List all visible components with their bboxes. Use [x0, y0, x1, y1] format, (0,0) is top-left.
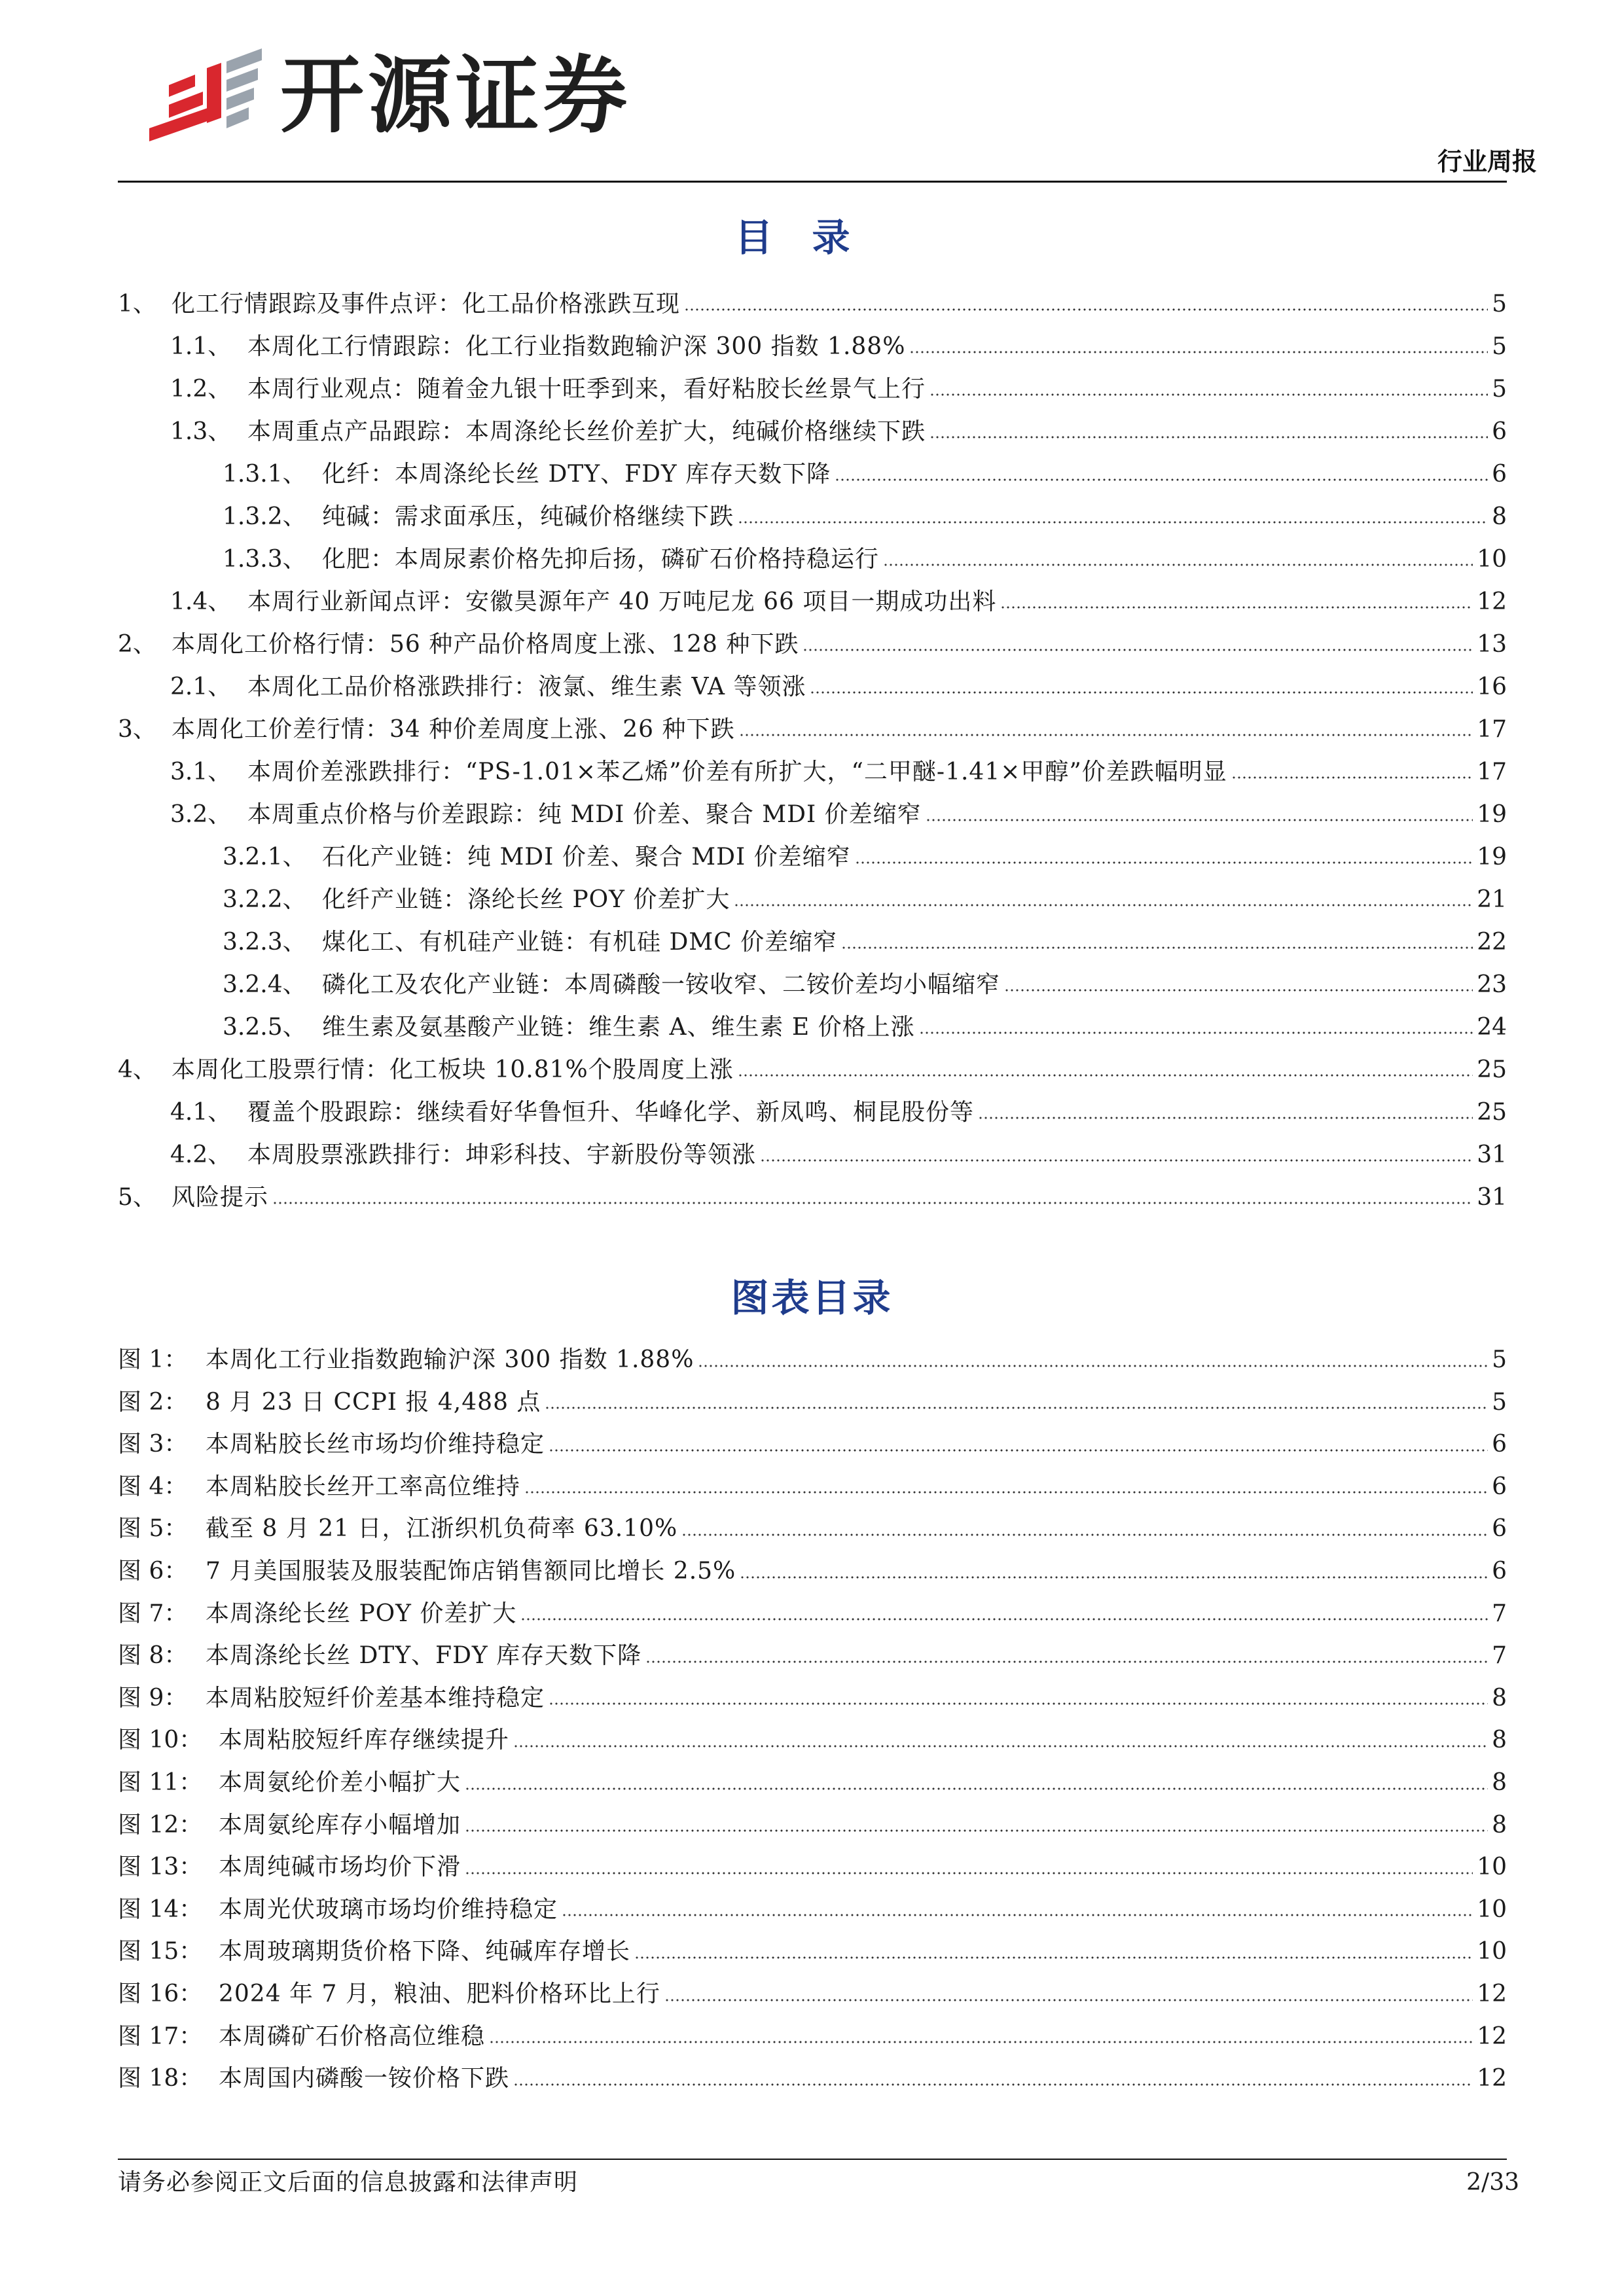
dot-leader: [562, 1912, 1473, 1918]
dot-leader: [545, 1405, 1488, 1410]
figure-entry-title: 本周氨纶价差小幅扩大: [219, 1768, 461, 1796]
dot-leader: [664, 1998, 1473, 2003]
toc-entry-page: 25: [1477, 1099, 1507, 1126]
figure-entry-title: 截至 8 月 21 日，江浙织机负荷率 63.10%: [206, 1515, 678, 1543]
toc-entry[interactable]: [118, 1134, 1507, 1176]
dot-leader: [634, 1955, 1473, 1960]
page-header: [0, 0, 1624, 196]
figure-entry-title: 8 月 23 日 CCPI 报 4,488 点: [206, 1388, 541, 1416]
toc-entry-page: 12: [1477, 588, 1507, 615]
figure-entry[interactable]: [118, 1846, 1507, 1889]
dot-leader: [810, 690, 1473, 695]
figure-entry-title: 本周粘胶长丝开工率高位维持: [206, 1473, 521, 1500]
dot-leader: [909, 350, 1488, 355]
dot-leader: [513, 1744, 1488, 1749]
toc-entry-number: 1.1、: [170, 333, 232, 360]
figure-entry-title: 本周粘胶短纤价差基本维持稳定: [206, 1684, 545, 1712]
toc-entry-page: 24: [1477, 1014, 1507, 1041]
report-type-label: 行业周报: [1437, 147, 1537, 176]
kaiyuan-logo-icon: [149, 45, 264, 149]
toc-entry-page: 23: [1477, 971, 1507, 998]
dot-leader: [929, 435, 1488, 440]
toc-entry[interactable]: [118, 495, 1507, 538]
toc-entry-number: 1.3、: [170, 418, 232, 445]
toc-entry[interactable]: [118, 878, 1507, 921]
figure-entry-title: 本周国内磷酸一铵价格下跌: [219, 2065, 510, 2092]
figure-entry-number: 图 18：: [118, 2065, 203, 2092]
toc-entry-title: 本周化工品价格涨跌排行：液氯、维生素 VA 等领涨: [247, 673, 806, 700]
figure-entry-number: 图 16：: [118, 1980, 203, 2007]
dot-leader: [926, 817, 1473, 823]
figure-entry[interactable]: [118, 1382, 1507, 1424]
toc-entry-page: 13: [1477, 631, 1507, 658]
toc-entry-title: 本周重点价格与价差跟踪：纯 MDI 价差、聚合 MDI 价差缩窄: [247, 801, 922, 828]
page-number: 2/33: [1466, 2169, 1519, 2196]
dot-leader: [978, 1115, 1473, 1121]
toc-entry[interactable]: [118, 538, 1507, 581]
figure-entry-title: 本周光伏玻璃市场均价维持稳定: [219, 1895, 558, 1923]
figure-entry-number: 图 10：: [118, 1727, 203, 1754]
dot-leader: [740, 1575, 1488, 1580]
toc-entry[interactable]: [118, 623, 1507, 666]
figure-entry-page: 12: [1477, 1980, 1507, 2007]
footer-divider: [118, 2159, 1507, 2160]
toc-entry[interactable]: [118, 708, 1507, 751]
figure-entry-number: 图 17：: [118, 2022, 203, 2050]
dot-leader: [855, 860, 1473, 865]
toc-entry-number: 3、: [118, 716, 156, 743]
toc-entry-page: 19: [1477, 801, 1507, 828]
figure-entry-page: 8: [1492, 1684, 1507, 1712]
dot-leader: [684, 307, 1488, 312]
toc-entry[interactable]: [118, 325, 1507, 368]
figure-entry-number: 图 9：: [118, 1684, 188, 1712]
dot-leader: [929, 392, 1488, 397]
toc-entry-number: 5、: [118, 1184, 156, 1211]
toc-entry-title: 本周化工股票行情：化工板块 10.81%个股周度上涨: [171, 1056, 734, 1083]
figure-entry[interactable]: [118, 1466, 1507, 1509]
figure-entry-page: 12: [1477, 2065, 1507, 2092]
toc-entry-title: 覆盖个股跟踪：继续看好华鲁恒升、华峰化学、新凤鸣、桐昆股份等: [247, 1099, 975, 1126]
toc-entry-page: 10: [1477, 546, 1507, 573]
toc-entry-number: 3.2、: [170, 801, 232, 828]
toc-entry-number: 1.3.3、: [223, 546, 306, 573]
toc-entry-title: 风险提示: [171, 1184, 269, 1211]
toc-entry-title: 本周重点产品跟踪：本周涤纶长丝价差扩大，纯碱价格继续下跌: [247, 418, 926, 445]
figure-entry-number: 图 14：: [118, 1895, 203, 1923]
figure-entry[interactable]: [118, 2016, 1507, 2058]
figure-entry[interactable]: [118, 1762, 1507, 1804]
figure-entry-number: 图 15：: [118, 1938, 203, 1965]
figure-entry-page: 10: [1477, 1854, 1507, 1881]
toc-entry[interactable]: [118, 963, 1507, 1006]
toc-list: [118, 283, 1507, 1219]
toc-entry-number: 3.2.1、: [223, 844, 306, 870]
figure-entry-page: 7: [1492, 1600, 1507, 1627]
figure-entry-page: 8: [1492, 1727, 1507, 1754]
toc-entry-title: 磷化工及农化产业链：本周磷酸一铵收窄、二铵价差均小幅缩窄: [322, 971, 1001, 998]
toc-entry-number: 1.4、: [170, 588, 232, 615]
toc-entry-page: 22: [1477, 929, 1507, 956]
toc-entry-title: 本周化工价差行情：34 种价差周度上涨、26 种下跌: [171, 716, 735, 743]
dot-leader: [549, 1448, 1488, 1453]
toc-entry[interactable]: [118, 751, 1507, 793]
toc-entry[interactable]: [118, 1006, 1507, 1049]
figure-entry-number: 图 8：: [118, 1642, 188, 1670]
toc-entry-title: 纯碱：需求面承压，纯碱价格继续下跌: [322, 503, 734, 530]
header-divider: [118, 181, 1507, 183]
dot-leader: [734, 903, 1473, 908]
figure-entry-page: 6: [1492, 1473, 1507, 1500]
footer-disclaimer: 请务必参阅正文后面的信息披露和法律声明: [118, 2169, 579, 2196]
dot-leader: [841, 945, 1473, 950]
toc-entry[interactable]: [118, 1091, 1507, 1134]
figure-entry[interactable]: [118, 1551, 1507, 1593]
toc-entry-number: 3.2.4、: [223, 971, 306, 998]
toc-entry[interactable]: [118, 453, 1507, 495]
figure-entry-title: 本周涤纶长丝 DTY、FDY 库存天数下降: [206, 1642, 642, 1670]
toc-entry[interactable]: [118, 1176, 1507, 1219]
dot-leader: [489, 2039, 1473, 2045]
figure-entry-number: 图 3：: [118, 1431, 188, 1458]
toc-entry-page: 31: [1477, 1184, 1507, 1211]
toc-entry-page: 8: [1492, 503, 1507, 530]
dot-leader: [919, 1030, 1473, 1035]
figure-entry-number: 图 11：: [118, 1768, 203, 1796]
dot-leader: [738, 520, 1488, 525]
figure-entry-title: 7 月美国服装及服装配饰店销售额同比增长 2.5%: [206, 1557, 736, 1585]
dot-leader: [513, 2082, 1473, 2087]
dot-leader: [272, 1200, 1473, 1206]
figure-entry-title: 本周磷矿石价格高位维稳: [219, 2022, 486, 2050]
dot-leader: [1000, 605, 1473, 610]
figure-entry-page: 8: [1492, 1811, 1507, 1839]
figure-entry-page: 10: [1477, 1938, 1507, 1965]
toc-entry-title: 石化产业链：纯 MDI 价差、聚合 MDI 价差缩窄: [322, 844, 851, 870]
toc-entry-title: 维生素及氨基酸产业链：维生素 A、维生素 E 价格上涨: [322, 1014, 915, 1041]
figure-entry-page: 8: [1492, 1768, 1507, 1796]
dot-leader: [465, 1871, 1473, 1876]
dot-leader: [465, 1786, 1488, 1791]
toc-entry-page: 5: [1492, 333, 1507, 360]
toc-entry-number: 2、: [118, 631, 156, 658]
figure-entry-number: 图 4：: [118, 1473, 188, 1500]
figure-entry-page: 12: [1477, 2022, 1507, 2050]
figure-entry-title: 本周涤纶长丝 POY 价差扩大: [206, 1600, 517, 1627]
figure-entry-title: 本周粘胶长丝市场均价维持稳定: [206, 1431, 545, 1458]
figure-entry-number: 图 7：: [118, 1600, 188, 1627]
toc-entry-page: 19: [1477, 844, 1507, 870]
figure-entry-title: 本周玻璃期货价格下降、纯碱库存增长: [219, 1938, 631, 1965]
toc-entry-page: 25: [1477, 1056, 1507, 1083]
dot-leader: [1231, 775, 1473, 780]
dot-leader: [645, 1659, 1488, 1664]
dot-leader: [681, 1532, 1488, 1537]
figure-entry-number: 图 6：: [118, 1557, 188, 1585]
toc-entry-number: 1.2、: [170, 376, 232, 403]
toc-entry-number: 1.3.2、: [223, 503, 306, 530]
figure-entry-page: 10: [1477, 1895, 1507, 1923]
figure-entry-page: 6: [1492, 1557, 1507, 1585]
figure-entry-number: 图 12：: [118, 1811, 203, 1839]
toc-entry-title: 化纤产业链：涤纶长丝 POY 价差扩大: [322, 886, 731, 913]
figure-entry[interactable]: [118, 1339, 1507, 1382]
toc-entry-title: 化肥：本周尿素价格先抑后扬，磷矿石价格持稳运行: [322, 546, 880, 573]
toc-entry[interactable]: [118, 283, 1507, 325]
figure-entry-page: 7: [1492, 1642, 1507, 1670]
toc-entry-page: 21: [1477, 886, 1507, 913]
figure-entry-number: 图 5：: [118, 1515, 188, 1543]
figure-entry[interactable]: [118, 1719, 1507, 1762]
toc-entry-page: 6: [1492, 461, 1507, 488]
figures-list: [118, 1339, 1507, 2100]
figure-entry[interactable]: [118, 1424, 1507, 1466]
figure-entry[interactable]: [118, 1931, 1507, 1973]
toc-entry[interactable]: [118, 368, 1507, 410]
dot-leader: [1004, 988, 1473, 993]
toc-entry-title: 本周股票涨跌排行：坤彩科技、宇新股份等领涨: [247, 1141, 757, 1168]
figure-entry-title: 2024 年 7 月，粮油、肥料价格环比上行: [219, 1980, 660, 2007]
toc-entry-title: 本周行业新闻点评：安徽昊源年产 40 万吨尼龙 66 项目一期成功出料: [247, 588, 997, 615]
dot-leader: [520, 1617, 1488, 1622]
toc-entry-title: 本周行业观点：随着金九银十旺季到来，看好粘胶长丝景气上行: [247, 376, 926, 403]
dot-leader: [760, 1158, 1473, 1163]
toc-entry-page: 17: [1477, 716, 1507, 743]
figure-entry-number: 图 2：: [118, 1388, 188, 1416]
toc-entry-number: 1.3.1、: [223, 461, 306, 488]
toc-entry-number: 4、: [118, 1056, 156, 1083]
toc-entry-number: 4.1、: [170, 1099, 232, 1126]
toc-entry-page: 6: [1492, 418, 1507, 445]
figure-entry[interactable]: [118, 1677, 1507, 1720]
dot-leader: [524, 1490, 1488, 1495]
toc-entry-page: 17: [1477, 759, 1507, 785]
toc-entry-page: 5: [1492, 291, 1507, 317]
toc-entry-title: 本周价差涨跌排行：“PS-1.01×苯乙烯”价差有所扩大，“二甲醚-1.41×甲醇”价差跌幅明显: [247, 759, 1227, 785]
toc-entry-title: 本周化工价格行情：56 种产品价格周度上涨、128 种下跌: [171, 631, 799, 658]
toc-entry[interactable]: [118, 921, 1507, 963]
figure-entry[interactable]: [118, 1508, 1507, 1551]
toc-entry[interactable]: [118, 793, 1507, 836]
dot-leader: [698, 1363, 1488, 1369]
dot-leader: [465, 1828, 1488, 1833]
toc-entry[interactable]: [118, 1049, 1507, 1091]
dot-leader: [883, 562, 1473, 567]
toc-entry-number: 3.2.5、: [223, 1014, 306, 1041]
dot-leader: [549, 1701, 1488, 1706]
figure-entry-title: 本周粘胶短纤库存继续提升: [219, 1727, 510, 1754]
figure-entry-page: 5: [1492, 1346, 1507, 1373]
toc-entry[interactable]: [118, 410, 1507, 453]
figure-entry-number: 图 13：: [118, 1854, 203, 1881]
figure-entry-number: 图 1：: [118, 1346, 188, 1373]
brand-name: 开源证券: [280, 47, 632, 145]
figure-entry[interactable]: [118, 2058, 1507, 2100]
figure-entry-title: 本周氨纶库存小幅增加: [219, 1811, 461, 1839]
toc-entry-title: 化工行情跟踪及事件点评：化工品价格涨跌互现: [171, 291, 681, 317]
dot-leader: [739, 732, 1473, 738]
figure-entry-page: 5: [1492, 1388, 1507, 1416]
figure-entry-page: 6: [1492, 1431, 1507, 1458]
dot-leader: [738, 1073, 1473, 1078]
dot-leader: [835, 477, 1488, 482]
figure-entry-title: 本周化工行业指数跑输沪深 300 指数 1.88%: [206, 1346, 695, 1373]
toc-entry[interactable]: [118, 581, 1507, 623]
toc-entry-page: 16: [1477, 673, 1507, 700]
toc-entry-page: 5: [1492, 376, 1507, 403]
figure-entry[interactable]: [118, 1804, 1507, 1847]
toc-entry-title: 本周化工行情跟踪：化工行业指数跑输沪深 300 指数 1.88%: [247, 333, 906, 360]
toc-title: 目录: [734, 215, 890, 260]
toc-entry-number: 3.1、: [170, 759, 232, 785]
toc-entry-title: 煤化工、有机硅产业链：有机硅 DMC 价差缩窄: [322, 929, 838, 956]
figure-entry[interactable]: [118, 1889, 1507, 1931]
figure-entry-title: 本周纯碱市场均价下滑: [219, 1854, 461, 1881]
toc-entry-number: 3.2.3、: [223, 929, 306, 956]
toc-entry[interactable]: [118, 836, 1507, 878]
figure-entry[interactable]: [118, 1593, 1507, 1636]
toc-entry-number: 2.1、: [170, 673, 232, 700]
figure-entry[interactable]: [118, 1973, 1507, 2016]
figure-entry[interactable]: [118, 1635, 1507, 1677]
figures-title: 图表目录: [731, 1276, 893, 1320]
toc-entry-number: 1、: [118, 291, 156, 317]
toc-entry-page: 31: [1477, 1141, 1507, 1168]
toc-entry-number: 4.2、: [170, 1141, 232, 1168]
dot-leader: [803, 647, 1473, 653]
figure-entry-page: 6: [1492, 1515, 1507, 1543]
toc-entry[interactable]: [118, 666, 1507, 708]
toc-entry-title: 化纤：本周涤纶长丝 DTY、FDY 库存天数下降: [322, 461, 831, 488]
toc-entry-number: 3.2.2、: [223, 886, 306, 913]
